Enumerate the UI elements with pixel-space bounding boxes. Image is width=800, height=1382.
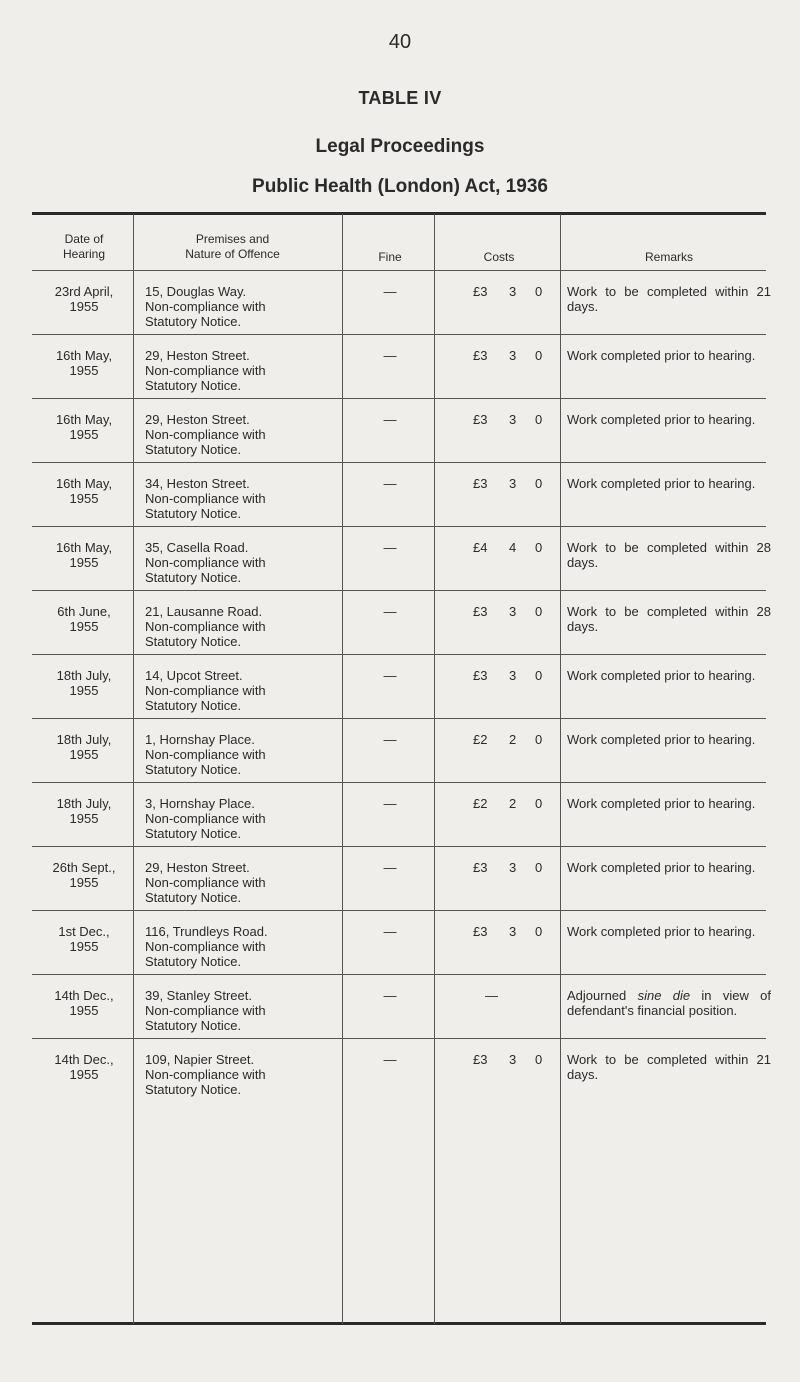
hearing-date-line: 1955 xyxy=(69,875,99,890)
costs-shillings: 3 xyxy=(509,924,517,939)
remarks-text: Work completed prior to hearing. xyxy=(567,796,756,811)
premises-offence-line: Statutory Notice. xyxy=(145,1018,242,1033)
row-divider xyxy=(32,398,766,399)
costs-pounds: £3 xyxy=(473,412,488,427)
hearing-date xyxy=(38,540,130,570)
column-divider xyxy=(133,214,134,1324)
premises-offence-line: 14, Upcot Street. xyxy=(145,668,243,683)
premises-offence xyxy=(145,284,340,329)
premises-offence xyxy=(145,988,340,1033)
row-divider xyxy=(32,974,766,975)
fine-value: — xyxy=(383,412,397,427)
hearing-date-line: 1955 xyxy=(69,939,99,954)
premises-offence xyxy=(145,348,340,393)
hearing-date-line: 1955 xyxy=(69,683,99,698)
premises-offence-line: 15, Douglas Way. xyxy=(145,284,247,299)
column-divider xyxy=(342,214,343,1324)
row-divider xyxy=(32,654,766,655)
fine-value: — xyxy=(383,476,397,491)
fine-value: — xyxy=(383,668,397,683)
hearing-date xyxy=(38,412,130,442)
costs-pounds: £3 xyxy=(473,476,488,491)
premises-offence-line: 35, Casella Road. xyxy=(145,540,249,555)
premises-offence xyxy=(145,1052,340,1097)
row-divider xyxy=(32,846,766,847)
hearing-date-line: 14th Dec., xyxy=(54,988,114,1003)
costs-shillings: 4 xyxy=(509,540,517,555)
remarks-text xyxy=(567,988,771,1018)
costs-pence: 0 xyxy=(535,540,543,555)
hearing-date-line: 16th May, xyxy=(55,348,113,363)
hearing-date xyxy=(38,732,130,762)
hearing-date xyxy=(38,860,130,890)
costs-shillings: 3 xyxy=(509,1052,517,1067)
costs-pence: 0 xyxy=(535,732,543,747)
costs-pence: 0 xyxy=(535,1052,543,1067)
costs-pounds: £4 xyxy=(473,540,488,555)
column-divider xyxy=(560,214,561,1324)
row-divider xyxy=(32,526,766,527)
hearing-date-line: 16th May, xyxy=(55,476,113,491)
hearing-date-line: 16th May, xyxy=(55,540,113,555)
costs-pence: 0 xyxy=(535,668,543,683)
hearing-date xyxy=(38,988,130,1018)
costs-pounds: £2 xyxy=(473,732,488,747)
row-divider xyxy=(32,1038,766,1039)
remarks-text: Work completed prior to hearing. xyxy=(567,668,756,683)
act-title: Public Health (London) Act, 1936 xyxy=(252,176,548,197)
premises-offence-line: Non-compliance with xyxy=(145,747,266,762)
hearing-date-line: 1955 xyxy=(69,427,99,442)
premises-offence xyxy=(145,476,340,521)
premises-offence xyxy=(145,412,340,457)
premises-offence-line: Non-compliance with xyxy=(145,619,266,634)
hearing-date-line: 26th Sept., xyxy=(52,860,116,875)
row-divider xyxy=(32,910,766,911)
hearing-date xyxy=(38,668,130,698)
hearing-date-line: 6th June, xyxy=(57,604,111,619)
hearing-date-line: 18th July, xyxy=(56,732,112,747)
costs-shillings: 3 xyxy=(509,348,517,363)
remarks-text: Work completed prior to hearing. xyxy=(567,924,756,939)
header-date: Date of Hearing xyxy=(62,232,106,261)
row-divider xyxy=(32,462,766,463)
costs-pence: 0 xyxy=(535,476,543,491)
remarks-text: Work to be completed within 28 days. xyxy=(567,540,771,570)
premises-offence-line: Non-compliance with xyxy=(145,427,266,442)
premises-offence xyxy=(145,668,340,713)
fine-value: — xyxy=(383,732,397,747)
premises-offence-line: Non-compliance with xyxy=(145,363,266,378)
costs-shillings: 3 xyxy=(509,668,517,683)
header-remarks: Remarks xyxy=(644,250,693,264)
row-divider xyxy=(32,590,766,591)
header-premises: Premises and Nature of Offence xyxy=(185,232,280,261)
premises-offence-line: Statutory Notice. xyxy=(145,890,242,905)
fine-value: — xyxy=(383,604,397,619)
row-divider xyxy=(32,718,766,719)
premises-offence xyxy=(145,924,340,969)
costs-shillings: 3 xyxy=(509,284,517,299)
premises-offence xyxy=(145,860,340,905)
hearing-date-line: 16th May, xyxy=(55,412,113,427)
fine-value: — xyxy=(383,540,397,555)
fine-value: — xyxy=(383,348,397,363)
premises-offence-line: 34, Heston Street. xyxy=(145,476,250,491)
costs-shillings: 2 xyxy=(509,732,517,747)
costs-pounds: £3 xyxy=(473,604,488,619)
costs-shillings: 3 xyxy=(509,412,517,427)
fine-value: — xyxy=(383,796,397,811)
costs-shillings: 2 xyxy=(509,796,517,811)
premises-offence-line: 29, Heston Street. xyxy=(145,860,250,875)
premises-offence-line: Statutory Notice. xyxy=(145,826,242,841)
premises-offence-line: Statutory Notice. xyxy=(145,634,242,649)
premises-offence-line: 29, Heston Street. xyxy=(145,348,250,363)
costs-pounds: £3 xyxy=(473,1052,488,1067)
premises-offence-line: Statutory Notice. xyxy=(145,378,242,393)
remarks-part: Adjourned xyxy=(567,988,638,1003)
costs-shillings: 3 xyxy=(509,860,517,875)
hearing-date-line: 1st Dec., xyxy=(58,924,110,939)
remarks-text: Work completed prior to hearing. xyxy=(567,476,756,491)
remarks-text: Work completed prior to hearing. xyxy=(567,348,756,363)
premises-offence-line: 21, Lausanne Road. xyxy=(145,604,263,619)
fine-value: — xyxy=(383,988,397,1003)
costs-pounds: £3 xyxy=(473,668,488,683)
hearing-date-line: 14th Dec., xyxy=(54,1052,114,1067)
premises-offence-line: Statutory Notice. xyxy=(145,1082,242,1097)
premises-offence-line: 1, Hornshay Place. xyxy=(145,732,255,747)
premises-offence-line: 109, Napier Street. xyxy=(145,1052,255,1067)
premises-offence-line: Statutory Notice. xyxy=(145,570,242,585)
premises-offence-line: Non-compliance with xyxy=(145,555,266,570)
hearing-date-line: 1955 xyxy=(69,1003,99,1018)
premises-offence-line: Statutory Notice. xyxy=(145,442,242,457)
table-subtitle: Legal Proceedings xyxy=(315,136,485,157)
column-divider xyxy=(434,214,435,1324)
hearing-date xyxy=(38,796,130,826)
premises-offence-line: Non-compliance with xyxy=(145,299,266,314)
costs-pounds: £3 xyxy=(473,284,488,299)
hearing-date xyxy=(38,1052,130,1082)
costs-pounds: £2 xyxy=(473,796,488,811)
table-top-rule xyxy=(32,212,766,215)
remarks-italic: sine die xyxy=(637,988,691,1003)
premises-offence-line: 3, Hornshay Place. xyxy=(145,796,255,811)
hearing-date-line: 1955 xyxy=(69,363,99,378)
costs-pence: 0 xyxy=(535,348,543,363)
row-divider xyxy=(32,782,766,783)
remarks-text: Work to be completed within 28 days. xyxy=(567,604,771,634)
row-divider xyxy=(32,334,766,335)
costs-pence: 0 xyxy=(535,412,543,427)
hearing-date xyxy=(38,348,130,378)
premises-offence-line: 29, Heston Street. xyxy=(145,412,250,427)
premises-offence xyxy=(145,540,340,585)
hearing-date xyxy=(38,604,130,634)
costs-pence: 0 xyxy=(535,924,543,939)
premises-offence-line: Non-compliance with xyxy=(145,683,266,698)
header-costs: Costs xyxy=(483,250,515,264)
premises-offence xyxy=(145,732,340,777)
hearing-date-line: 18th July, xyxy=(56,668,112,683)
premises-offence xyxy=(145,604,340,649)
page-number: 40 xyxy=(388,31,412,53)
hearing-date-line: 1955 xyxy=(69,747,99,762)
fine-value: — xyxy=(383,284,397,299)
costs-shillings: 3 xyxy=(509,604,517,619)
premises-offence-line: Statutory Notice. xyxy=(145,506,242,521)
hearing-date xyxy=(38,284,130,314)
premises-offence-line: Non-compliance with xyxy=(145,875,266,890)
hearing-date-line: 1955 xyxy=(69,1067,99,1082)
hearing-date-line: 1955 xyxy=(69,811,99,826)
costs-dash: — xyxy=(485,988,498,1003)
premises-offence-line: Non-compliance with xyxy=(145,939,266,954)
premises-offence xyxy=(145,796,340,841)
remarks-text: Work completed prior to hearing. xyxy=(567,860,756,875)
premises-offence-line: Non-compliance with xyxy=(145,1067,266,1082)
hearing-date-line: 23rd April, xyxy=(54,284,114,299)
costs-pounds: £3 xyxy=(473,860,488,875)
hearing-date-line: 1955 xyxy=(69,555,99,570)
table-bottom-rule xyxy=(32,1322,766,1325)
hearing-date-line: 1955 xyxy=(69,491,99,506)
remarks-text: Work to be completed within 21 days. xyxy=(567,1052,771,1082)
fine-value: — xyxy=(383,860,397,875)
costs-pence: 0 xyxy=(535,604,543,619)
premises-offence-line: Statutory Notice. xyxy=(145,698,242,713)
fine-value: — xyxy=(383,1052,397,1067)
hearing-date xyxy=(38,476,130,506)
premises-offence-line: 116, Trundleys Road. xyxy=(145,924,268,939)
remarks-part: in view of defendant's financial position. xyxy=(567,988,771,1018)
premises-offence-line: Statutory Notice. xyxy=(145,954,242,969)
fine-value: — xyxy=(383,924,397,939)
remarks-text: Work completed prior to hearing. xyxy=(567,412,756,427)
costs-pence: 0 xyxy=(535,284,543,299)
header-fine: Fine xyxy=(378,250,402,264)
premises-offence-line: Non-compliance with xyxy=(145,811,266,826)
hearing-date-line: 1955 xyxy=(69,299,99,314)
premises-offence-line: 39, Stanley Street. xyxy=(145,988,252,1003)
hearing-date-line: 1955 xyxy=(69,619,99,634)
costs-pounds: £3 xyxy=(473,924,488,939)
costs-shillings: 3 xyxy=(509,476,517,491)
premises-offence-line: Non-compliance with xyxy=(145,491,266,506)
hearing-date-line: 18th July, xyxy=(56,796,112,811)
remarks-text: Work to be completed within 21 days. xyxy=(567,284,771,314)
costs-pence: 0 xyxy=(535,796,543,811)
costs-pounds: £3 xyxy=(473,348,488,363)
premises-offence-line: Statutory Notice. xyxy=(145,762,242,777)
hearing-date xyxy=(38,924,130,954)
row-divider xyxy=(32,270,766,271)
remarks-text: Work completed prior to hearing. xyxy=(567,732,756,747)
premises-offence-line: Statutory Notice. xyxy=(145,314,242,329)
table-title: TABLE IV xyxy=(358,88,442,108)
costs-pence: 0 xyxy=(535,860,543,875)
premises-offence-line: Non-compliance with xyxy=(145,1003,266,1018)
